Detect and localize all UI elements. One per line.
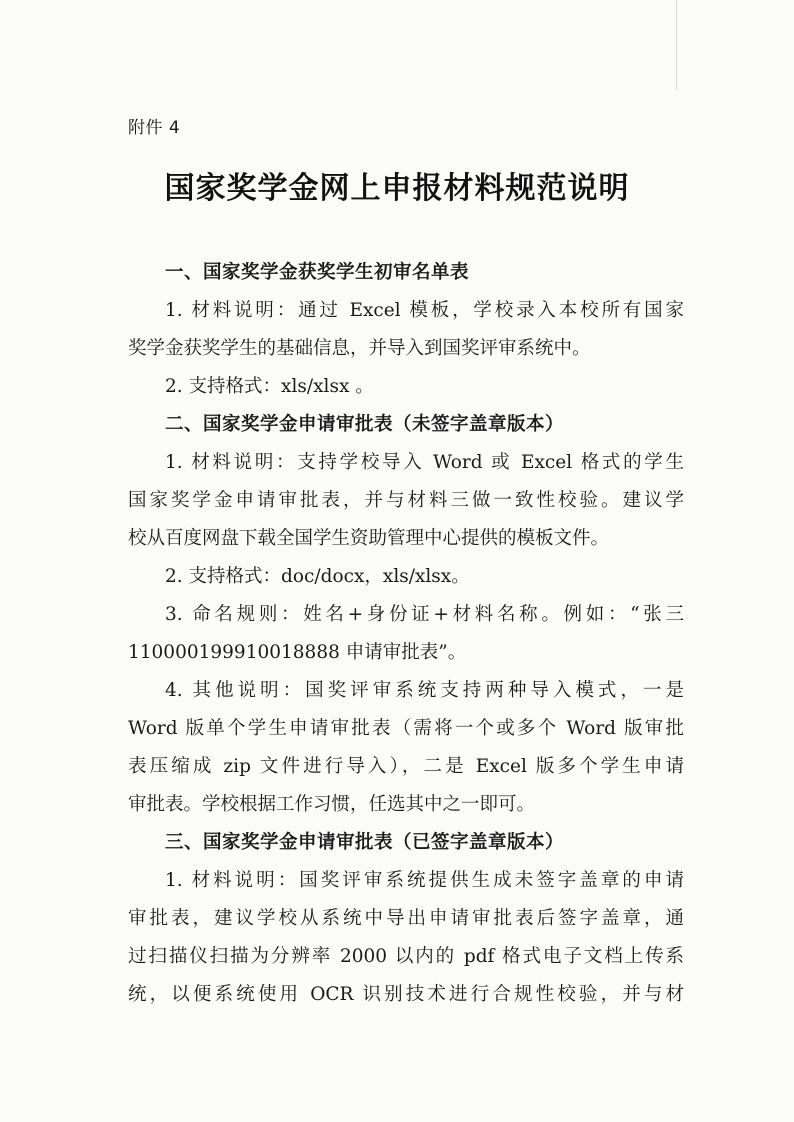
- paragraph-line: 110000199910018888 申请审批表”。: [128, 642, 467, 663]
- document-title: 国家奖学金网上申报材料规范说明: [164, 171, 630, 206]
- paragraph-line: 审批表。学校根据工作习惯，任选其中之一即可。: [128, 794, 536, 815]
- paragraph-line: 国家奖学金申请审批表，并与材料三做一致性校验。建议学: [128, 490, 684, 511]
- paragraph-line: 奖学金获奖学生的基础信息，并导入到国奖评审系统中。: [128, 338, 591, 359]
- attachment-label: 附件 4: [128, 118, 181, 138]
- paragraph-line: 3. 命名规则：姓名+身份证+材料名称。例如：“张三: [165, 604, 684, 625]
- paragraph-line: 表压缩成 zip 文件进行导入），二是 Excel 版多个学生申请: [128, 756, 684, 777]
- scan-edge-line: [676, 0, 677, 90]
- section-heading-1: 一、国家奖学金获奖学生初审名单表: [165, 262, 470, 283]
- paragraph-line: 1. 材料说明：国奖评审系统提供生成未签字盖章的申请: [165, 870, 684, 891]
- section-heading-2: 二、国家奖学金申请审批表（未签字盖章版本）: [165, 414, 565, 435]
- paragraph-line: 2. 支持格式：xls/xlsx 。: [165, 376, 374, 397]
- section-heading-3: 三、国家奖学金申请审批表（已签字盖章版本）: [165, 832, 565, 853]
- paragraph-line: 过扫描仪扫描为分辨率 2000 以内的 pdf 格式电子文档上传系: [128, 946, 684, 967]
- paragraph-line: 4. 其他说明：国奖评审系统支持两种导入模式，一是: [165, 680, 684, 701]
- paragraph-line: 1. 材料说明：支持学校导入 Word 或 Excel 格式的学生: [165, 452, 684, 473]
- paragraph-line: 校从百度网盘下载全国学生资助管理中心提供的模板文件。: [128, 528, 610, 549]
- paragraph-line: 统，以便系统使用 OCR 识别技术进行合规性校验，并与材: [128, 984, 684, 1005]
- paragraph-line: 审批表，建议学校从系统中导出申请审批表后签字盖章，通: [128, 908, 684, 929]
- paragraph-line: 2. 支持格式：doc/docx，xls/xlsx。: [165, 566, 470, 587]
- paragraph-line: 1. 材料说明：通过 Excel 模板，学校录入本校所有国家: [165, 300, 684, 321]
- paragraph-line: Word 版单个学生申请审批表（需将一个或多个 Word 版审批: [128, 718, 684, 739]
